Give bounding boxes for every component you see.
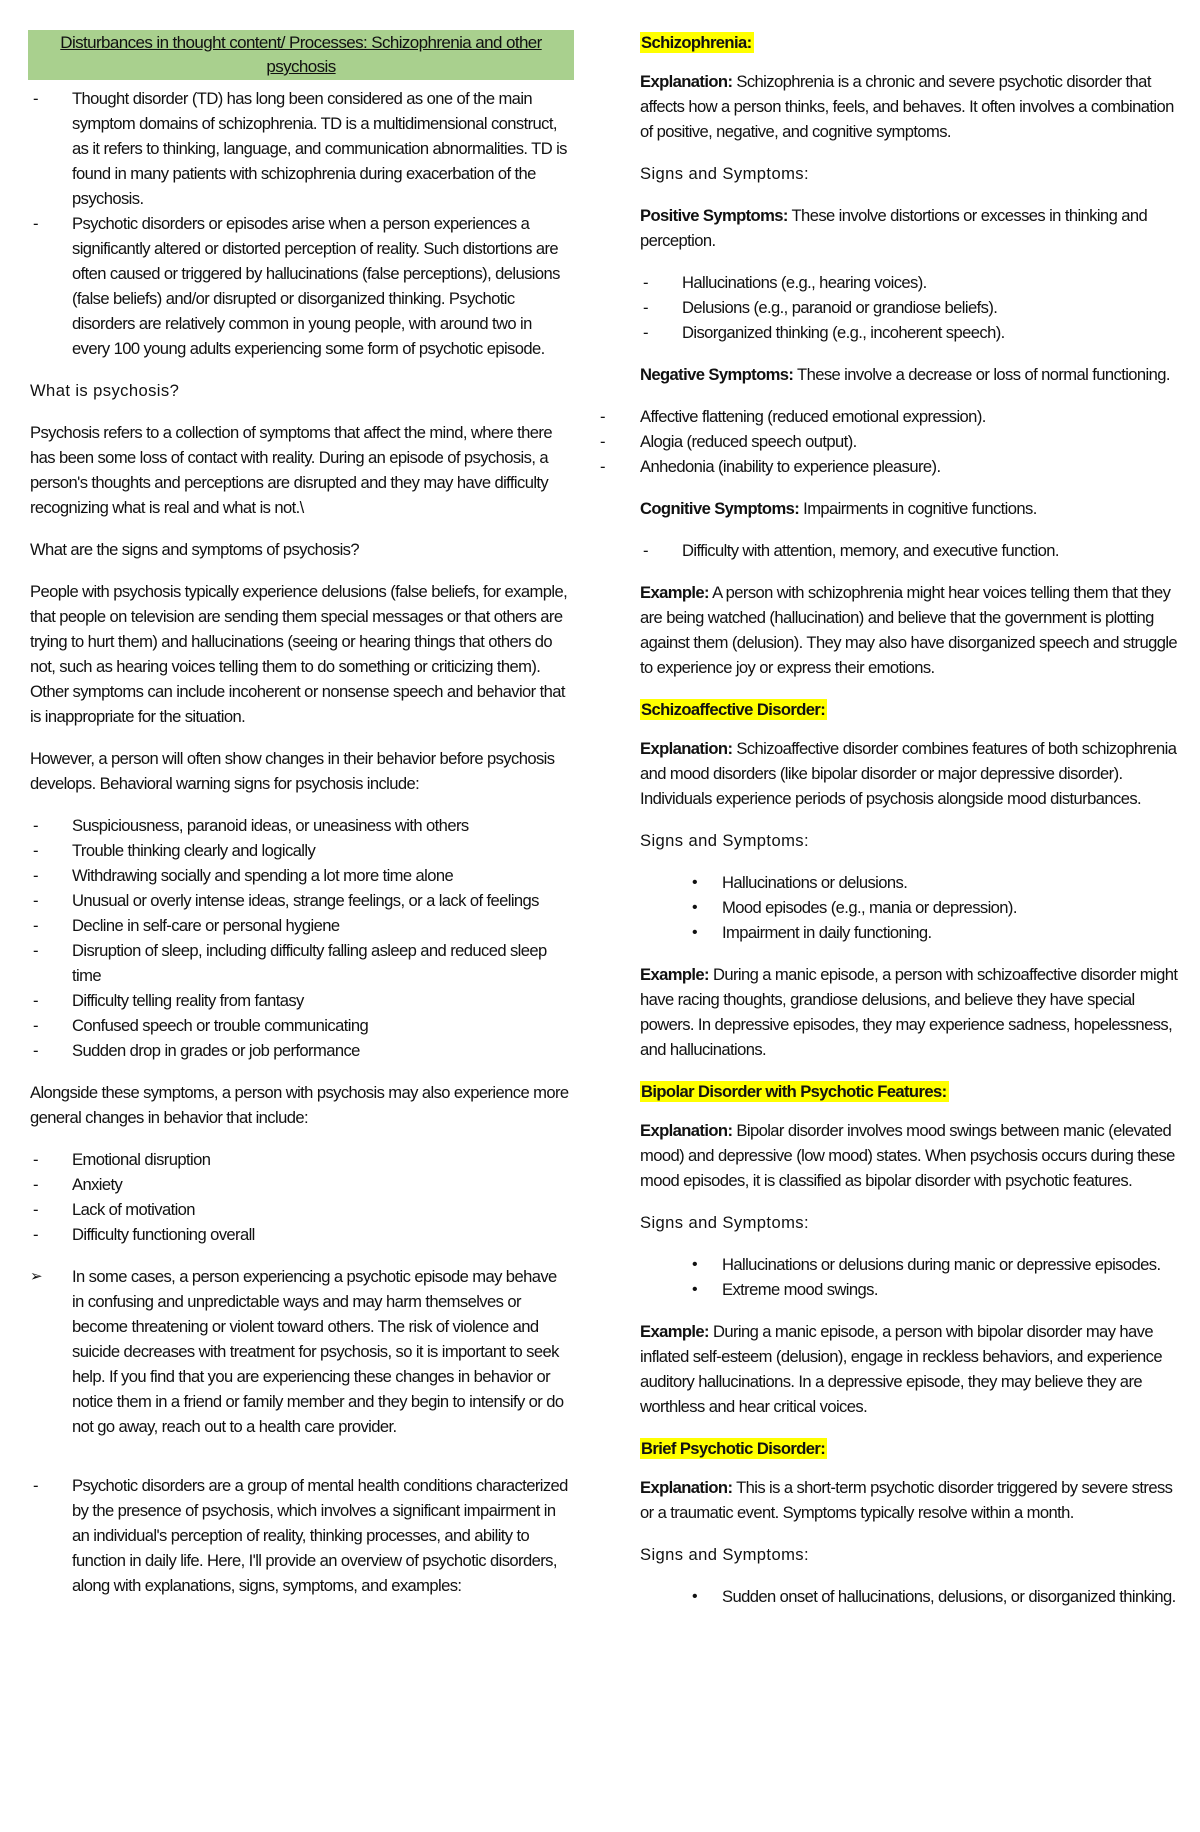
list-item: • Mood episodes (e.g., mania or depression).: [640, 895, 1180, 920]
positive-symptoms-paragraph: Positive Symptoms: These involve distortions or excesses in thinking and perception.: [640, 206, 1148, 250]
section-heading-schizophrenia: Schizophrenia:: [641, 33, 752, 52]
positive-symptoms-list: [640, 270, 1180, 345]
signs-symptoms-label: Signs and Symptoms:: [640, 1213, 810, 1232]
list-item: • Extreme mood swings.: [640, 1277, 1180, 1302]
intro-list: [30, 86, 570, 361]
explanation-paragraph: Explanation: Bipolar disorder involves mood swings between manic (elevated mood) and depressive (low mood) states. When psychosis occurs during these mood episodes, it is classified as bipolar disorder with psychotic features.: [640, 1121, 1175, 1190]
list-item: - Disruption of sleep, including difficulty falling asleep and reduced sleep time: [30, 938, 570, 988]
signs-symptoms-label: Signs and Symptoms:: [640, 831, 810, 850]
list-item: - Alogia (reduced speech output).: [640, 429, 1180, 454]
list-item: - Thought disorder (TD) has long been considered as one of the main symptom domains of schizophrenia. TD is a multidimensional construct, as it refers to thinking, language, and communication abnormalities. TD is found in many patients with schizophrenia during exacerbation of the psychosis.: [30, 86, 570, 211]
negative-symptoms-list: [640, 404, 1180, 479]
warning-signs-list: [30, 813, 570, 1063]
brief-symptoms-list: [640, 1584, 1180, 1609]
negative-symptoms-paragraph: Negative Symptoms: These involve a decrease or loss of normal functioning.: [640, 365, 1170, 384]
list-item: - Sudden drop in grades or job performance: [30, 1038, 570, 1063]
list-item: - Anxiety: [30, 1172, 570, 1197]
list-item: - Difficulty with attention, memory, and executive function.: [640, 538, 1180, 563]
list-item: - Confused speech or trouble communicating: [30, 1013, 570, 1038]
example-paragraph: Example: During a manic episode, a person with bipolar disorder may have inflated self-esteem (delusion), engage in reckless behaviors, and experience auditory hallucinations. In a depressive episode, they may believe they are worthless and hear critical voices.: [640, 1322, 1162, 1416]
list-item: - Trouble thinking clearly and logically: [30, 838, 570, 863]
closing-list: [30, 1473, 570, 1598]
right-column: [640, 30, 1180, 1626]
section-heading-schizoaffective: Schizoaffective Disorder:: [641, 700, 826, 719]
list-item: • Hallucinations or delusions during manic or depressive episodes.: [640, 1252, 1180, 1277]
list-item: • Impairment in daily functioning.: [640, 920, 1180, 945]
explanation-paragraph: Explanation: Schizoaffective disorder combines features of both schizophrenia and mood disorders (like bipolar disorder or major depressive disorder). Individuals experience periods of psychosis alongside mood disturbances.: [640, 739, 1177, 808]
answer-paragraph: People with psychosis typically experience delusions (false beliefs, for example, that people on television are sending them special messages or that others are trying to hurt them) and hallucinations (seeing or hearing things that others do not, such as hearing voices telling them to do something or criticizing them). Other symptoms can include incoherent or nonsense speech and behavior that is inappropriate for the situation.: [30, 582, 568, 726]
list-item: - Difficulty functioning overall: [30, 1222, 570, 1247]
cognitive-symptoms-list: [640, 538, 1180, 563]
list-item: - Lack of motivation: [30, 1197, 570, 1222]
list-item: - Hallucinations (e.g., hearing voices).: [640, 270, 1180, 295]
warning-signs-intro: However, a person will often show changes in their behavior before psychosis develops. Behavioral warning signs for psychosis include:: [30, 749, 555, 793]
schizoaffective-symptoms-list: [640, 870, 1180, 945]
explanation-paragraph: Explanation: This is a short-term psychotic disorder triggered by severe stress or a traumatic event. Symptoms typically resolve within a month.: [640, 1478, 1173, 1522]
left-column: [30, 30, 570, 1615]
list-item: - Difficulty telling reality from fantasy: [30, 988, 570, 1013]
list-item: - Unusual or overly intense ideas, strange feelings, or a lack of feelings: [30, 888, 570, 913]
list-item: - Withdrawing socially and spending a lot more time alone: [30, 863, 570, 888]
list-item: - Anhedonia (inability to experience pleasure).: [640, 454, 1180, 479]
explanation-paragraph: Explanation: Schizophrenia is a chronic and severe psychotic disorder that affects how a person thinks, feels, and behaves. It often involves a combination of positive, negative, and cognitive symptoms.: [640, 72, 1174, 141]
list-item: • Hallucinations or delusions.: [640, 870, 1180, 895]
arrow-bullet-item: ➢ In some cases, a person experiencing a psychotic episode may behave in confusing and unpredictable ways and may harm themselves or become threatening or violent toward others. The risk of violence and suicide decreases with treatment for psychosis, so it is important to seek help. If you find that you are experiencing these changes in behavior or notice them in a friend or family member and they begin to intensify or do not go away, reach out to a health care provider.: [30, 1264, 570, 1439]
arrow-list: [30, 1264, 570, 1439]
general-changes-intro: Alongside these symptoms, a person with psychosis may also experience more general changes in behavior that include:: [30, 1083, 569, 1127]
list-item: - Suspiciousness, paranoid ideas, or uneasiness with others: [30, 813, 570, 838]
list-item: - Disorganized thinking (e.g., incoherent speech).: [640, 320, 1180, 345]
question-what-is-psychosis: What is psychosis?: [30, 381, 180, 400]
general-changes-list: [30, 1147, 570, 1247]
list-item: - Decline in self-care or personal hygiene: [30, 913, 570, 938]
signs-symptoms-label: Signs and Symptoms:: [640, 164, 810, 183]
question-signs-symptoms: What are the signs and symptoms of psychosis?: [30, 540, 360, 559]
list-item: - Affective flattening (reduced emotional expression).: [640, 404, 1180, 429]
example-paragraph: Example: During a manic episode, a person with schizoaffective disorder might have racing thoughts, grandiose delusions, and believe they have special powers. In depressive episodes, they may experience sadness, hopelessness, and hallucinations.: [640, 965, 1178, 1059]
document-title: Disturbances in thought content/ Processes: Schizophrenia and other psychosis: [28, 30, 574, 80]
list-item: - Psychotic disorders or episodes arise when a person experiences a significantly altered or distorted perception of reality. Such distortions are often caused or triggered by hallucinations (false perceptions), delusions (false beliefs) and/or disrupted or disorganized thinking. Psychotic disorders are relatively common in young people, with around two in every 100 young adults experiencing some form of psychotic episode.: [30, 211, 570, 361]
list-item: - Emotional disruption: [30, 1147, 570, 1172]
list-item: • Sudden onset of hallucinations, delusions, or disorganized thinking.: [640, 1584, 1180, 1609]
cognitive-symptoms-paragraph: Cognitive Symptoms: Impairments in cognitive functions.: [640, 499, 1037, 518]
section-heading-brief-psychotic: Brief Psychotic Disorder:: [641, 1439, 826, 1458]
example-paragraph: Example: A person with schizophrenia might hear voices telling them that they are being watched (hallucination) and believe that the government is plotting against them (delusion). They may also have disorganized speech and struggle to experience joy or express their emotions.: [640, 583, 1178, 677]
answer-paragraph: Psychosis refers to a collection of symptoms that affect the mind, where there has been some loss of contact with reality. During an episode of psychosis, a person's thoughts and perceptions are disrupted and they may have difficulty recognizing what is real and what is not.\: [30, 423, 552, 517]
section-heading-bipolar: Bipolar Disorder with Psychotic Features:: [641, 1082, 947, 1101]
signs-symptoms-label: Signs and Symptoms:: [640, 1545, 810, 1564]
list-item: - Psychotic disorders are a group of mental health conditions characterized by the presence of psychosis, which involves a significant impairment in an individual's perception of reality, thinking processes, and ability to function in daily life. Here, I'll provide an overview of psychotic disorders, along with explanations, signs, symptoms, and examples:: [30, 1473, 570, 1598]
bipolar-symptoms-list: [640, 1252, 1180, 1302]
list-item: - Delusions (e.g., paranoid or grandiose beliefs).: [640, 295, 1180, 320]
